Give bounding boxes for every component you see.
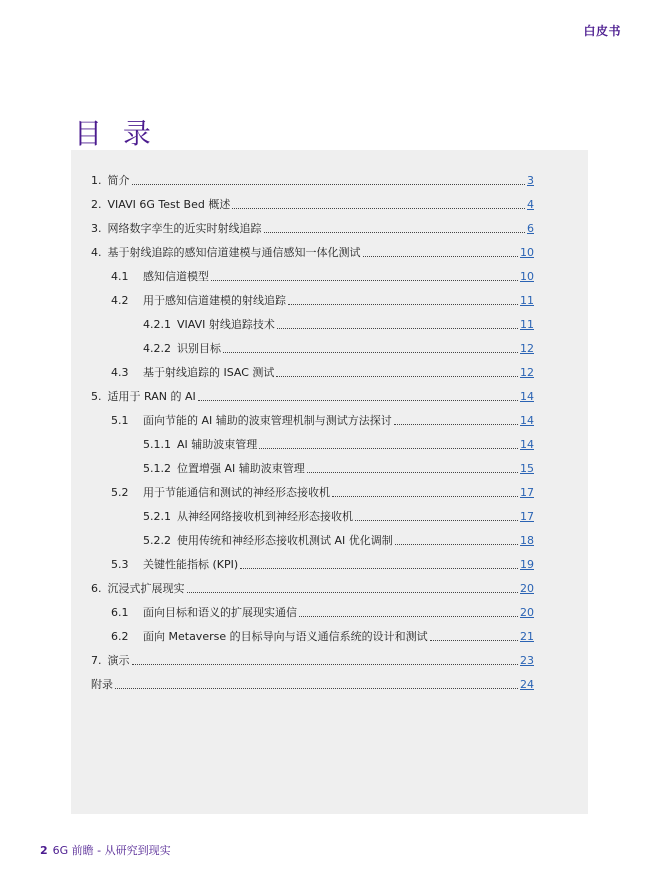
toc-dot-leader — [299, 616, 518, 617]
toc-dot-leader — [132, 664, 519, 665]
toc-page-link[interactable]: 12 — [520, 366, 534, 379]
toc-entry-number: 5.1 — [111, 414, 129, 427]
toc-entry-title: 面向节能的 AI 辅助的波束管理机制与测试方法探讨 — [143, 414, 392, 427]
toc-entry[interactable] — [91, 404, 534, 428]
toc-entry-title: 识别目标 — [177, 342, 221, 355]
toc-entry[interactable] — [91, 308, 534, 332]
toc-page-link[interactable]: 6 — [527, 222, 534, 235]
toc-entry-title: 面向 Metaverse 的目标导向与语义通信系统的设计和测试 — [143, 630, 428, 643]
toc-page-link[interactable]: 12 — [520, 342, 534, 355]
toc-dot-leader — [240, 568, 518, 569]
toc-entry[interactable] — [91, 548, 534, 572]
toc-entry-title: 从神经网络接收机到神经形态接收机 — [177, 510, 353, 523]
toc-entry[interactable] — [91, 500, 534, 524]
toc-entry[interactable] — [91, 596, 534, 620]
toc-entry-title: 简介 — [107, 174, 130, 187]
toc-entry[interactable] — [91, 212, 534, 236]
toc-dot-leader — [307, 472, 518, 473]
toc-entry-number: 4.2 — [111, 294, 129, 307]
toc-entry[interactable] — [91, 452, 534, 476]
toc-dot-leader — [276, 376, 518, 377]
toc-page-link[interactable]: 15 — [520, 462, 534, 475]
footer-doc-title: 6G 前瞻 - 从研究到现实 — [52, 844, 171, 857]
table-of-contents — [71, 150, 588, 814]
toc-dot-leader — [288, 304, 518, 305]
toc-list — [91, 164, 534, 692]
toc-dot-leader — [187, 592, 519, 593]
toc-entry-title: 基于射线追踪的感知信道建模与通信感知一体化测试 — [107, 246, 361, 259]
toc-entry-number: 5.2.1 — [143, 510, 171, 523]
toc-entry[interactable] — [91, 332, 534, 356]
toc-page-link[interactable]: 20 — [520, 582, 534, 595]
toc-entry[interactable] — [91, 428, 534, 452]
toc-entry-title: AI 辅助波束管理 — [177, 438, 258, 451]
toc-page-link[interactable]: 18 — [520, 534, 534, 547]
toc-dot-leader — [232, 208, 525, 209]
toc-page-link[interactable]: 17 — [520, 510, 534, 523]
toc-entry-number: 3. — [91, 222, 102, 235]
toc-entry[interactable] — [91, 164, 534, 188]
toc-entry-title: 用于节能通信和测试的神经形态接收机 — [143, 486, 330, 499]
toc-entry[interactable] — [91, 284, 534, 308]
toc-page-link[interactable]: 14 — [520, 438, 534, 451]
toc-entry-title: 网络数字孪生的近实时射线追踪 — [107, 222, 262, 235]
toc-entry-title: VIAVI 6G Test Bed 概述 — [107, 198, 231, 211]
toc-entry-number: 2. — [91, 198, 102, 211]
toc-page-link[interactable]: 11 — [520, 318, 534, 331]
toc-page-link[interactable]: 4 — [527, 198, 534, 211]
toc-page-link[interactable]: 19 — [520, 558, 534, 571]
toc-page-link[interactable]: 23 — [520, 654, 534, 667]
toc-entry[interactable] — [91, 524, 534, 548]
toc-entry[interactable] — [91, 236, 534, 260]
toc-entry-title: 用于感知信道建模的射线追踪 — [143, 294, 286, 307]
toc-entry[interactable] — [91, 188, 534, 212]
toc-entry-number: 4. — [91, 246, 102, 259]
toc-entry-number: 4.1 — [111, 270, 129, 283]
toc-entry-number: 6.1 — [111, 606, 129, 619]
toc-entry-number: 4.3 — [111, 366, 129, 379]
toc-entry-number: 5.3 — [111, 558, 129, 571]
toc-dot-leader — [211, 280, 518, 281]
toc-entry-title: 感知信道模型 — [143, 270, 209, 283]
toc-dot-leader — [355, 520, 518, 521]
toc-entry-number: 5.2.2 — [143, 534, 171, 547]
toc-entry[interactable] — [91, 380, 534, 404]
toc-page-link[interactable]: 11 — [520, 294, 534, 307]
toc-dot-leader — [395, 544, 518, 545]
toc-page-link[interactable]: 3 — [527, 174, 534, 187]
toc-page-link[interactable]: 21 — [520, 630, 534, 643]
toc-dot-leader — [115, 688, 518, 689]
toc-page-link[interactable]: 14 — [520, 414, 534, 427]
toc-entry[interactable] — [91, 356, 534, 380]
footer-page-number: 2 — [40, 844, 48, 857]
toc-entry[interactable] — [91, 476, 534, 500]
toc-entry-number: 4.2.1 — [143, 318, 171, 331]
toc-entry-number: 5.1.2 — [143, 462, 171, 475]
toc-page-link[interactable]: 10 — [520, 270, 534, 283]
toc-entry-number: 6. — [91, 582, 102, 595]
toc-entry-number: 7. — [91, 654, 102, 667]
toc-page-link[interactable]: 20 — [520, 606, 534, 619]
toc-dot-leader — [363, 256, 519, 257]
toc-dot-leader — [277, 328, 518, 329]
toc-entry[interactable] — [91, 668, 534, 692]
toc-entry-title: 位置增强 AI 辅助波束管理 — [177, 462, 305, 475]
toc-entry-number: 5. — [91, 390, 102, 403]
toc-entry-title: VIAVI 射线追踪技术 — [177, 318, 275, 331]
doc-type-label: 白皮书 — [583, 24, 621, 38]
toc-dot-leader — [223, 352, 518, 353]
page-footer — [40, 842, 171, 858]
toc-dot-leader — [264, 232, 526, 233]
toc-entry-number: 6.2 — [111, 630, 129, 643]
toc-entry-title: 沉浸式扩展现实 — [107, 582, 185, 595]
toc-entry-title: 关键性能指标 (KPI) — [143, 558, 239, 571]
toc-entry[interactable] — [91, 260, 534, 284]
toc-dot-leader — [259, 448, 518, 449]
toc-page-link[interactable]: 14 — [520, 390, 534, 403]
toc-page-link[interactable]: 24 — [520, 678, 534, 691]
toc-entry-title: 演示 — [107, 654, 130, 667]
toc-dot-leader — [430, 640, 518, 641]
toc-entry-title: 面向目标和语义的扩展现实通信 — [143, 606, 297, 619]
toc-dot-leader — [198, 400, 518, 401]
toc-entry-title: 附录 — [91, 678, 113, 691]
toc-entry-title: 基于射线追踪的 ISAC 测试 — [143, 366, 275, 379]
toc-entry-number: 5.2 — [111, 486, 129, 499]
toc-entry[interactable] — [91, 620, 534, 644]
toc-dot-leader — [394, 424, 518, 425]
toc-entry-number: 5.1.1 — [143, 438, 171, 451]
toc-entry-title: 使用传统和神经形态接收机测试 AI 优化调制 — [177, 534, 393, 547]
toc-page-link[interactable]: 10 — [520, 246, 534, 259]
toc-entry-number: 4.2.2 — [143, 342, 171, 355]
page-title: 目 录 — [74, 116, 157, 150]
toc-dot-leader — [132, 184, 526, 185]
toc-entry-title: 适用于 RAN 的 AI — [107, 390, 196, 403]
toc-entry[interactable] — [91, 644, 534, 668]
toc-page-link[interactable]: 17 — [520, 486, 534, 499]
toc-entry[interactable] — [91, 572, 534, 596]
toc-entry-number: 1. — [91, 174, 102, 187]
toc-dot-leader — [332, 496, 518, 497]
